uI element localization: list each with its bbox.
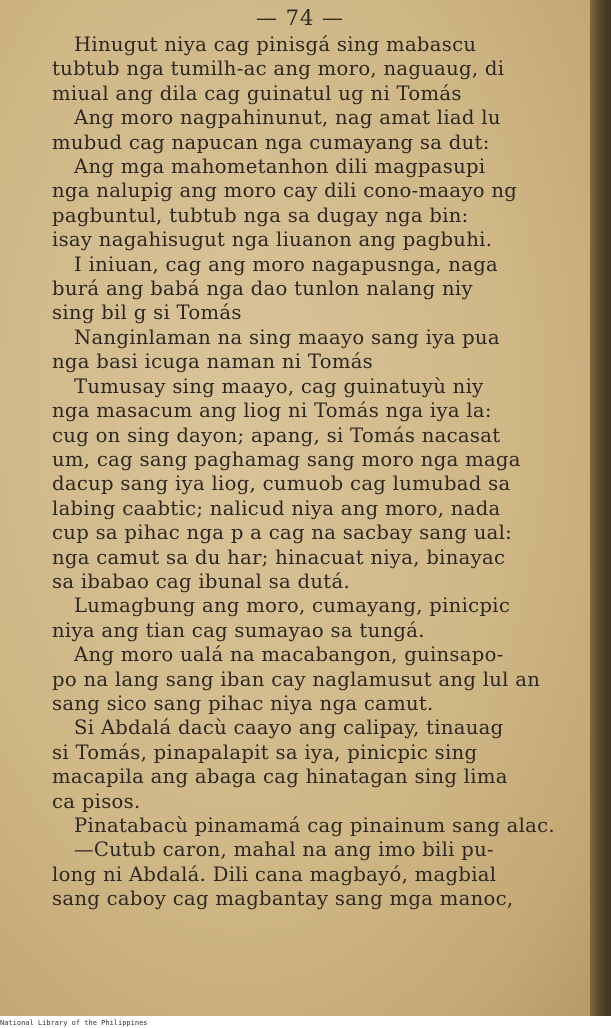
text-line: Si Abdalá dacù caayo ang calipay, tinauag xyxy=(74,716,504,740)
text-line: I iniuan, cag ang moro nagapusnga, naga xyxy=(74,252,499,276)
text-line: long ni Abdalá. Dili cana magbayó, magbial xyxy=(52,862,497,886)
text-line: Ang moro nagpahinunut, nag amat liad lu xyxy=(74,106,501,130)
text-line: Ang mga mahometanhon dili magpasupi xyxy=(74,155,486,179)
text-line: nga basi icuga naman ni Tomás xyxy=(52,350,374,374)
library-credit: National Library of the Philippines xyxy=(0,1019,148,1027)
text-line: isay nagahisugut nga liuanon ang pagbuhi. xyxy=(52,228,493,252)
text-line: tubtub nga tumilh-ac ang moro, naguaug, di xyxy=(52,57,505,81)
text-line: ca pisos. xyxy=(52,789,141,813)
text-line: —Cutub caron, mahal na ang imo bili pu- xyxy=(74,838,494,862)
text-line: miual ang dila cag guinatul ug ni Tomás xyxy=(52,81,462,105)
text-line: Ang moro ualá na macabangon, guinsapo- xyxy=(74,643,504,667)
text-line: mubud cag napucan nga cumayang sa dut: xyxy=(52,130,490,154)
text-line: pagbuntul, tubtub nga sa dugay nga bin: xyxy=(52,203,469,227)
text-line: cug on sing dayon; apang, si Tomás nacasat xyxy=(52,423,501,447)
text-line: dacup sang iya liog, cumuob cag lumubad sa xyxy=(52,472,511,496)
text-line: Hinugut niya cag pinisgá sing mabascu xyxy=(74,33,477,56)
text-line: nga camut sa du har; hinacuat niya, binayac xyxy=(52,545,506,569)
text-line: cup sa pihac nga p a cag na sacbay sang ual: xyxy=(52,521,513,545)
text-line: sa ibabao cag ibunal sa dutá. xyxy=(52,569,350,593)
text-line: Nanginlaman na sing maayo sang iya pua xyxy=(74,325,500,349)
page-edge-shadow xyxy=(590,0,611,1016)
text-line: sang caboy cag magbantay sang mga manoc, xyxy=(52,887,514,911)
text-line: nga nalupig ang moro cay dili cono-maayo ng xyxy=(52,179,518,203)
text-line: Pinatabacù pinamamá cag pinainum sang alac. xyxy=(74,814,555,837)
text-line: nga masacum ang liog ni Tomás nga iya la: xyxy=(52,399,492,423)
text-line: Tumusay sing maayo, cag guinatuyù niy xyxy=(74,374,484,398)
text-line: labing caabtic; nalicud niya ang moro, nada xyxy=(52,496,501,520)
text-line: si Tomás, pinapalapit sa iya, pinicpic sing xyxy=(52,740,478,764)
text-line: um, cag sang paghamag sang moro nga maga xyxy=(52,447,521,471)
text-line: Lumagbung ang moro, cumayang, pinicpic xyxy=(74,594,511,618)
page-number: — 74 — xyxy=(255,6,345,30)
text-line: sang sico sang pihac niya nga camut. xyxy=(52,691,434,715)
text-line: po na lang sang iban cay naglamusut ang lul an xyxy=(52,667,541,691)
text-line: burá ang babá nga dao tunlon nalang niy xyxy=(52,277,473,301)
body-text xyxy=(52,33,588,912)
text-line: macapila ang abaga cag hinatagan sing lima xyxy=(52,765,508,789)
text-line: sing bil g si Tomás xyxy=(52,301,242,325)
text-line: niya ang tian cag sumayao sa tungá. xyxy=(52,618,425,642)
